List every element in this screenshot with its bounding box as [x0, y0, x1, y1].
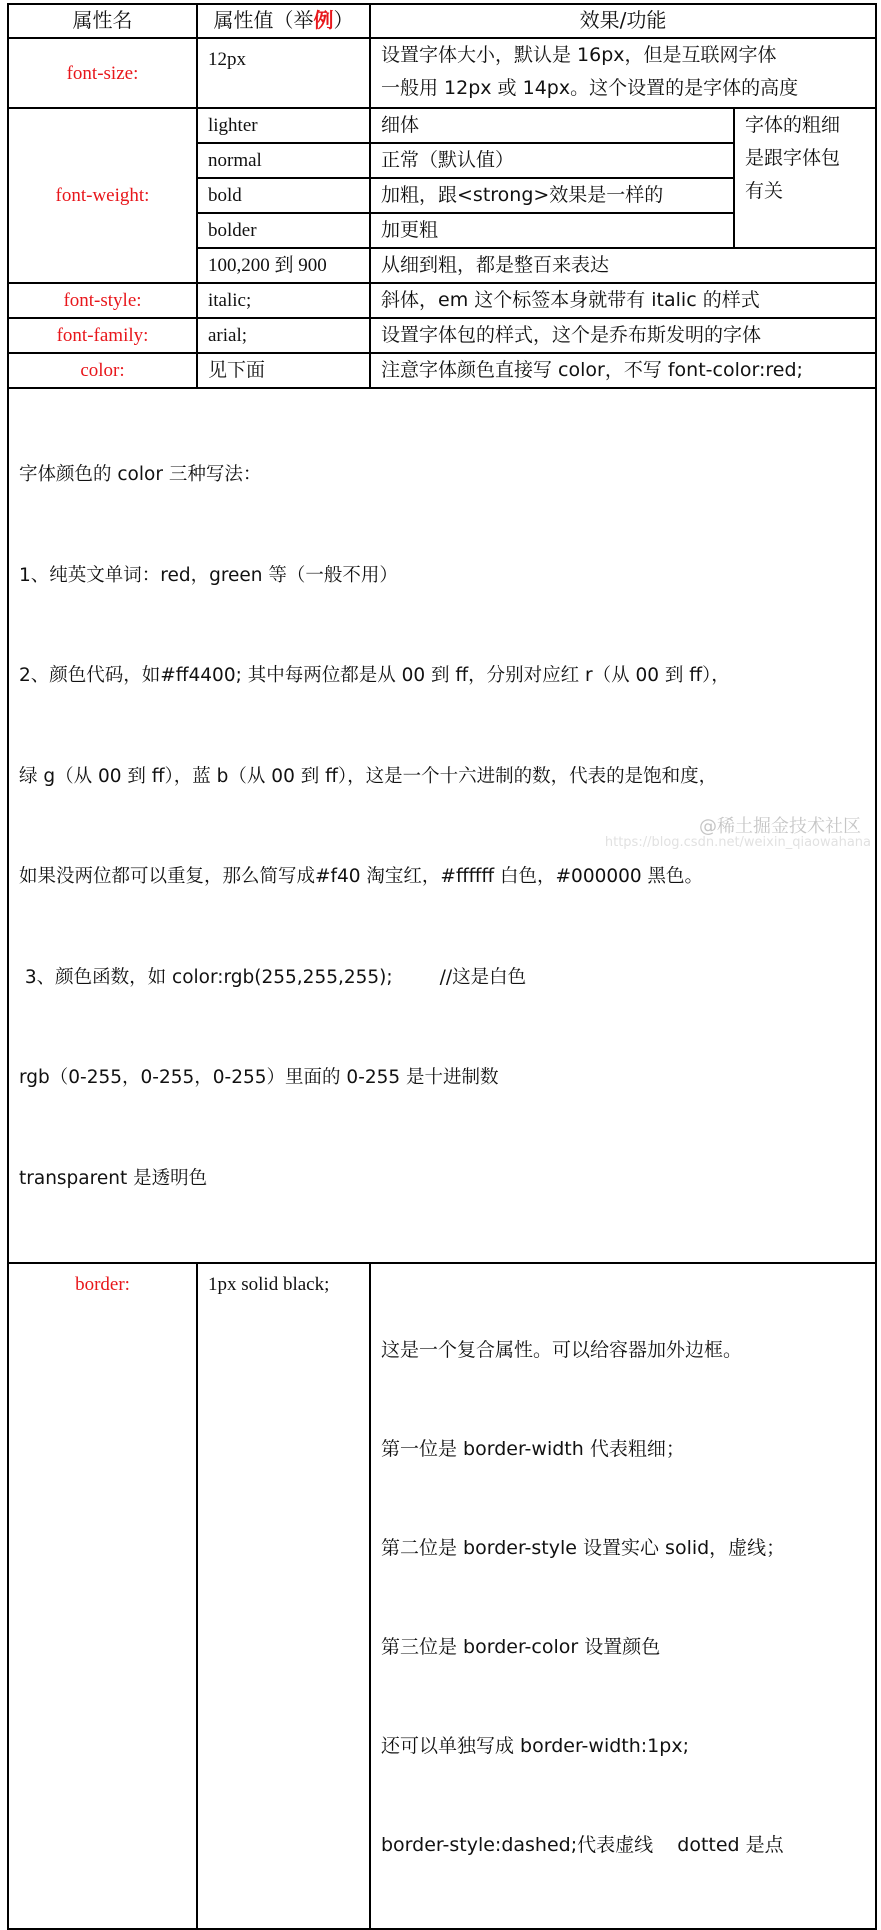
row-color: [8, 353, 876, 388]
effect-line: 设置字体大小，默认是 16px，但是互联网字体: [381, 44, 777, 66]
property-name: font-style:: [8, 283, 197, 318]
property-value: bold: [197, 178, 370, 213]
property-effect: 加粗，跟<strong>效果是一样的: [370, 178, 734, 213]
property-value: arial;: [197, 318, 370, 353]
header-value-highlight: 例: [313, 8, 334, 32]
property-name: font-family:: [8, 318, 197, 353]
font-weight-note: [734, 108, 876, 248]
property-value: italic;: [197, 283, 370, 318]
header-value-prefix: 属性值（举: [213, 8, 314, 32]
row-font-weight-lighter: [8, 108, 876, 143]
property-value: 1px solid black;: [197, 1263, 370, 1929]
color-note-line: 如果没两位都可以重复，那么简写成#f40 淘宝红，#ffffff 白色，#000000 黑色。: [19, 866, 704, 887]
property-effect: 斜体，em 这个标签本身就带有 italic 的样式: [370, 283, 876, 318]
effect-line: 这是一个复合属性。可以给容器加外边框。: [381, 1339, 743, 1361]
property-effect: 注意字体颜色直接写 color，不写 font-color:red;: [370, 353, 876, 388]
color-note-line: 字体颜色的 color 三种写法：: [19, 464, 262, 485]
property-effect: 从细到粗，都是整百来表达: [370, 248, 876, 283]
row-font-family: [8, 318, 876, 353]
color-note-line: 1、纯英文单词：red，green 等（一般不用）: [19, 564, 398, 586]
header-row: [8, 4, 876, 38]
property-name: border:: [8, 1263, 197, 1929]
property-effect: 设置字体包的样式，这个是乔布斯发明的字体: [370, 318, 876, 353]
property-effect: 正常（默认值）: [370, 143, 734, 178]
effect-line: 一般用 12px 或 14px。这个设置的是字体的高度: [381, 77, 799, 99]
row-border: [8, 1263, 876, 1929]
color-note-line: 3、颜色函数，如 color:rgb(255,255,255); //这是白色: [19, 966, 527, 988]
effect-line: 第一位是 border-width 代表粗细；: [381, 1438, 685, 1460]
header-effect: 效果/功能: [370, 4, 876, 38]
effect-line: 第三位是 border-color 设置颜色: [381, 1636, 661, 1658]
property-value: normal: [197, 143, 370, 178]
color-note-line: 2、颜色代码，如#ff4400; 其中每两位都是从 00 到 ff，分别对应红 r（从 00 到 ff），: [19, 665, 730, 686]
color-note-line: transparent 是透明色: [19, 1167, 208, 1189]
property-effect: 细体: [370, 108, 734, 143]
property-value: 见下面: [197, 353, 370, 388]
header-value-suffix: ）: [333, 8, 354, 32]
row-font-size: [8, 38, 876, 108]
color-note-line: 绿 g（从 00 到 ff），蓝 b（从 00 到 ff），这是一个十六进制的数，代表的是饱和度，: [19, 765, 718, 787]
effect-line: border-style:dashed;代表虚线 dotted 是点: [381, 1834, 784, 1856]
watermark-url: https://blog.csdn.net/weixin_qiaowahana: [604, 835, 871, 850]
effect-line: 第二位是 border-style 设置实心 solid，虚线；: [381, 1537, 786, 1559]
property-value: bolder: [197, 213, 370, 248]
watermark: @稀土掘金技术社区: [699, 816, 861, 837]
color-note-line: rgb（0-255，0-255，0-255）里面的 0-255 是十进制数: [19, 1067, 499, 1088]
header-property-value: [197, 4, 370, 38]
property-effect: [370, 1263, 876, 1929]
note-line: 字体的粗细: [745, 114, 841, 136]
property-effect: [370, 38, 876, 108]
property-value: 12px: [197, 38, 370, 108]
effect-line: 还可以单独写成 border-width:1px;: [381, 1735, 689, 1757]
row-font-style: [8, 283, 876, 318]
property-value: 100,200 到 900: [197, 248, 370, 283]
header-property-name: 属性名: [8, 4, 197, 38]
css-properties-table: [7, 3, 877, 1930]
property-name: font-weight:: [8, 108, 197, 283]
property-name: color:: [8, 353, 197, 388]
property-effect: 加更粗: [370, 213, 734, 248]
property-value: lighter: [197, 108, 370, 143]
note-line: 是跟字体包: [745, 147, 841, 169]
note-line: 有关: [745, 180, 784, 202]
property-name: font-size:: [8, 38, 197, 108]
